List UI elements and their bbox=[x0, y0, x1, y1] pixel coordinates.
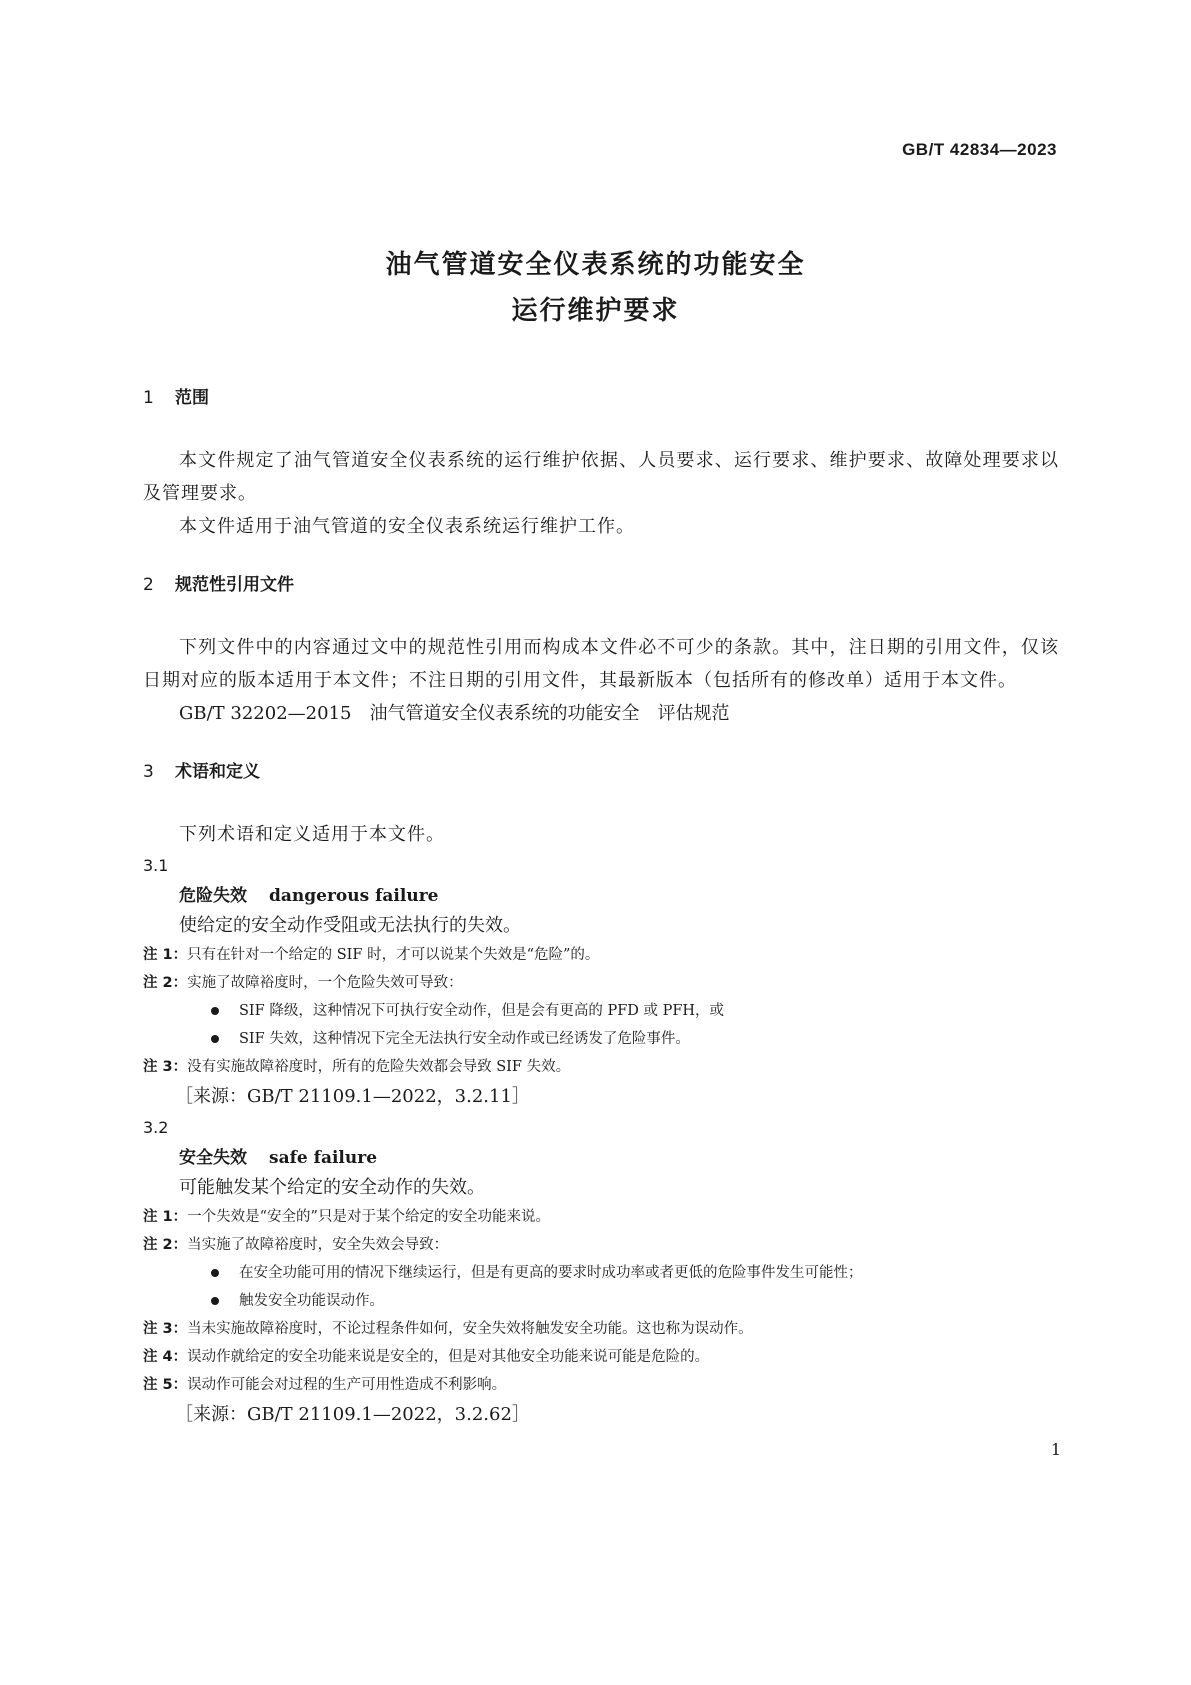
term-zh: 危险失效 bbox=[179, 886, 247, 906]
term-en: dangerous failure bbox=[269, 886, 439, 906]
bullet-text: SIF 降级，这种情况下可执行安全动作，但是会有更高的 PFD 或 PFH，或 bbox=[239, 1003, 725, 1019]
term-source: ［来源：GB/T 21109.1—2022，3.2.11］ bbox=[175, 1086, 530, 1107]
bullet-text: 触发安全功能误动作。 bbox=[239, 1293, 384, 1309]
bullet-text: SIF 失效，这种情况下完全无法执行安全动作或已经诱发了危险事件。 bbox=[239, 1031, 690, 1047]
note-label: 注 1： bbox=[143, 1209, 188, 1225]
term-en: safe failure bbox=[269, 1148, 378, 1168]
note-text: 一个失效是“安全的”只是对于某个给定的安全功能来说。 bbox=[187, 1209, 550, 1225]
title-line-2: 运行维护要求 bbox=[511, 296, 680, 326]
note-label: 注 5： bbox=[143, 1377, 188, 1393]
section-number: 3 bbox=[143, 762, 154, 782]
section-number: 2 bbox=[143, 575, 154, 595]
bullet-item bbox=[143, 1259, 1059, 1287]
term-source: ［来源：GB/T 21109.1—2022，3.2.62］ bbox=[175, 1404, 530, 1425]
term-number: 3.1 bbox=[143, 856, 169, 875]
bullet-item bbox=[143, 1287, 1059, 1315]
section-heading-scope bbox=[143, 384, 1059, 412]
bullet-text: 在安全功能可用的情况下继续运行，但是有更高的要求时成功率或者更低的危险事件发生可能性； bbox=[239, 1265, 863, 1281]
note-label: 注 3： bbox=[143, 1321, 188, 1337]
bullet-item bbox=[143, 997, 1059, 1025]
paragraph: 本文件规定了油气管道安全仪表系统的运行维护依据、人员要求、运行要求、维护要求、故障处理要求以及管理要求。 bbox=[143, 450, 1059, 504]
document-body bbox=[143, 384, 1059, 1431]
section-heading-terms bbox=[143, 758, 1059, 786]
note-text: 误动作可能会对过程的生产可用性造成不利影响。 bbox=[187, 1377, 507, 1393]
section-title: 范围 bbox=[175, 388, 209, 408]
bullet-dot-icon bbox=[211, 1035, 219, 1043]
term-number: 3.2 bbox=[143, 1118, 169, 1137]
bullet-dot-icon bbox=[211, 1269, 219, 1277]
bullet-dot-icon bbox=[211, 1007, 219, 1015]
note bbox=[143, 1231, 1059, 1259]
note bbox=[143, 1371, 1059, 1399]
bullet-dot-icon bbox=[211, 1297, 219, 1305]
paragraph: 本文件适用于油气管道的安全仪表系统运行维护工作。 bbox=[179, 516, 635, 537]
note-text: 没有实施故障裕度时，所有的危险失效都会导致 SIF 失效。 bbox=[187, 1059, 571, 1075]
section-title: 规范性引用文件 bbox=[175, 575, 294, 595]
section-number: 1 bbox=[143, 388, 154, 408]
term-heading bbox=[143, 881, 1059, 911]
note-label: 注 1： bbox=[143, 947, 188, 963]
note bbox=[143, 941, 1059, 969]
term-heading bbox=[143, 1143, 1059, 1173]
note bbox=[143, 969, 1059, 997]
document-title bbox=[0, 242, 1191, 334]
term-zh: 安全失效 bbox=[179, 1148, 247, 1168]
note bbox=[143, 1315, 1059, 1343]
reference-item: GB/T 32202—2015 油气管道安全仪表系统的功能安全 评估规范 bbox=[179, 703, 730, 724]
term-definition: 可能触发某个给定的安全动作的失效。 bbox=[179, 1177, 485, 1198]
note-label: 注 3： bbox=[143, 1059, 188, 1075]
note bbox=[143, 1343, 1059, 1371]
section-heading-normative-references bbox=[143, 571, 1059, 599]
section-title: 术语和定义 bbox=[175, 762, 260, 782]
paragraph: 下列术语和定义适用于本文件。 bbox=[179, 824, 445, 845]
note bbox=[143, 1203, 1059, 1231]
paragraph: 下列文件中的内容通过文中的规范性引用而构成本文件必不可少的条款。其中，注日期的引用文件，仅该日期对应的版本适用于本文件；不注日期的引用文件，其最新版本（包括所有的修改单）适用于本文件。 bbox=[143, 637, 1059, 691]
page-number: 1 bbox=[1050, 1440, 1061, 1459]
note-text: 当实施了故障裕度时，安全失效会导致： bbox=[187, 1237, 449, 1253]
note-label: 注 2： bbox=[143, 1237, 188, 1253]
term-definition: 使给定的安全动作受阻或无法执行的失效。 bbox=[179, 915, 521, 936]
note-text: 当未实施故障裕度时，不论过程条件如何，安全失效将触发安全功能。这也称为误动作。 bbox=[187, 1321, 753, 1337]
note-text: 实施了故障裕度时，一个危险失效可导致： bbox=[187, 975, 463, 991]
note-label: 注 4： bbox=[143, 1349, 188, 1365]
note-text: 误动作就给定的安全功能来说是安全的，但是对其他安全功能来说可能是危险的。 bbox=[187, 1349, 710, 1365]
note bbox=[143, 1053, 1059, 1081]
note-label: 注 2： bbox=[143, 975, 188, 991]
title-line-1: 油气管道安全仪表系统的功能安全 bbox=[385, 250, 806, 280]
note-text: 只有在针对一个给定的 SIF 时，才可以说某个失效是“危险”的。 bbox=[187, 947, 600, 963]
bullet-item bbox=[143, 1025, 1059, 1053]
standard-code: GB/T 42834—2023 bbox=[902, 140, 1057, 159]
